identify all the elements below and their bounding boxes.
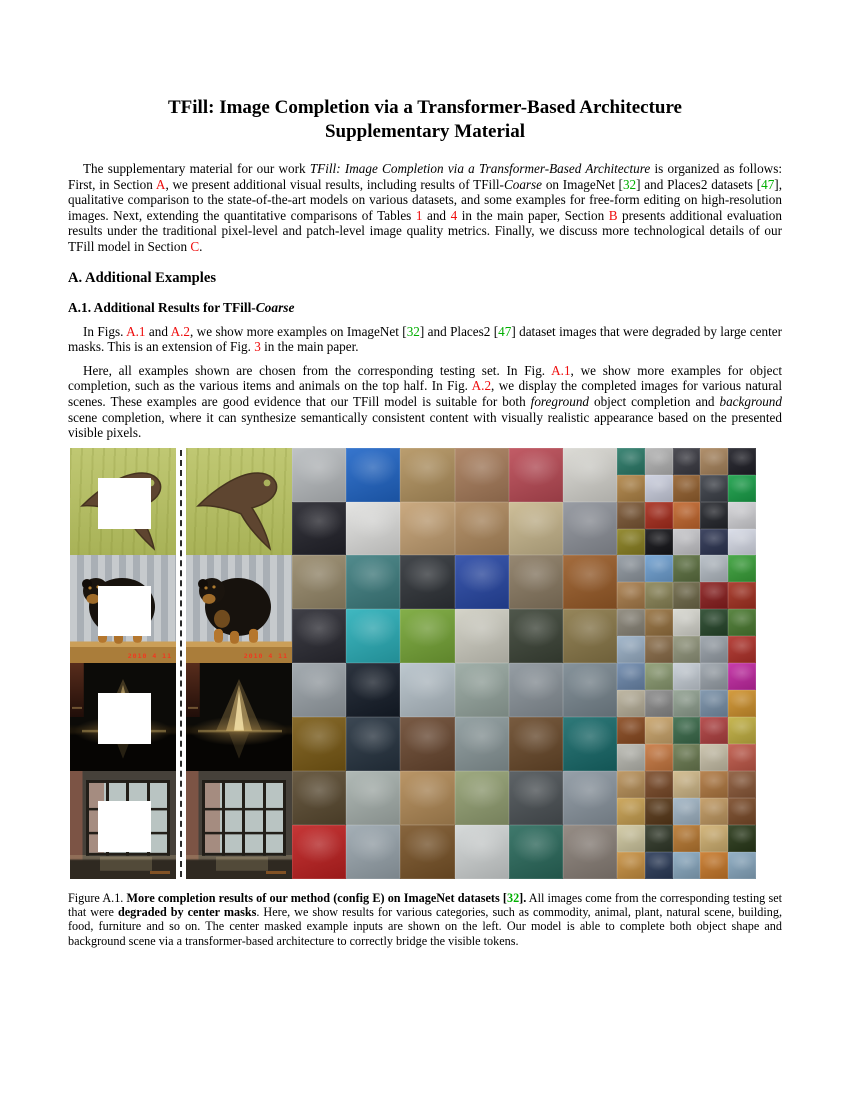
montage-tile — [563, 555, 617, 609]
montage-tile — [700, 852, 728, 879]
montage-tile — [700, 529, 728, 556]
montage-tile — [673, 798, 701, 825]
text-run: is organized as follows: First, in Section — [68, 161, 782, 192]
montage-tile — [292, 555, 346, 609]
montage-tile — [617, 744, 645, 771]
text-run: in the main paper, Section — [457, 207, 609, 223]
montage-tile — [673, 690, 701, 717]
figure-output-image-room — [186, 771, 292, 879]
montage-tile — [645, 636, 673, 663]
figure-output-image-dog — [186, 555, 292, 663]
montage-tile — [617, 475, 645, 502]
intro-paragraph — [68, 161, 782, 255]
center-mask — [98, 478, 151, 529]
text-run: degraded by center masks — [117, 905, 257, 920]
text-run: 47 — [498, 323, 512, 339]
montage-tile — [292, 502, 346, 556]
figure-montage — [70, 448, 756, 879]
montage-tile — [673, 555, 701, 582]
montage-tile — [645, 502, 673, 529]
montage-tile — [728, 582, 756, 609]
text-run: 32 — [506, 890, 520, 905]
montage-tile — [455, 609, 509, 663]
montage-tile — [346, 717, 400, 771]
montage-tile — [509, 825, 563, 879]
montage-tile — [700, 609, 728, 636]
text-run: , we show more examples for object completion, such as the various items and animals on the top half. In Fig. — [68, 362, 783, 394]
montage-tile — [617, 717, 645, 744]
montage-tile — [645, 717, 673, 744]
montage-tile — [700, 448, 728, 475]
montage-tile — [673, 771, 701, 798]
montage-tile — [400, 555, 454, 609]
montage-tile — [700, 717, 728, 744]
montage-tile — [673, 582, 701, 609]
montage-tile — [617, 663, 645, 690]
montage-tile — [400, 717, 454, 771]
montage-tile — [509, 448, 563, 502]
montage-tile — [728, 448, 756, 475]
montage-tile — [617, 690, 645, 717]
montage-tile — [645, 663, 673, 690]
figure-output-image-boomerang — [186, 448, 292, 556]
montage-tile — [728, 690, 756, 717]
montage-tile — [728, 529, 756, 556]
fountain-spray — [186, 663, 292, 771]
montage-tile — [645, 609, 673, 636]
montage-tile — [617, 609, 645, 636]
figure-output-image-fountain — [186, 663, 292, 771]
text-run: 4 — [450, 207, 458, 223]
text-run: Here, all examples shown are chosen from the corresponding testing set. In Fig. — [83, 362, 552, 378]
montage-tile — [728, 663, 756, 690]
montage-tile — [673, 663, 701, 690]
montage-tile — [728, 636, 756, 663]
montage-tile — [673, 448, 701, 475]
text-run: 32 — [622, 176, 637, 192]
montage-tile — [346, 663, 400, 717]
montage-tile — [673, 475, 701, 502]
montage-tile — [673, 744, 701, 771]
image-timestamp: 2010 4 11 — [243, 652, 288, 661]
text-run: The supplementary material for our work — [83, 161, 310, 176]
text-run: , we show more examples on ImageNet [ — [190, 323, 407, 339]
window-grid — [186, 771, 292, 879]
montage-tile — [700, 475, 728, 502]
montage-tile — [645, 798, 673, 825]
montage-tile — [700, 744, 728, 771]
montage-tile — [509, 663, 563, 717]
text-run: A.2 — [471, 378, 492, 394]
montage-tile — [400, 448, 454, 502]
montage-tile — [673, 529, 701, 556]
paper-title — [68, 96, 782, 144]
text-run: . Here, we show results for various categories, such as commodity, animal, plant, natural scene, building, food, furniture and so on. The center masked example inputs are shown on the left. Our model is able to complete both object shape and background scene via a transformer-based architecture to correctly bridge the visible tokens. — [68, 905, 782, 948]
montage-tile — [509, 609, 563, 663]
montage-tile — [700, 825, 728, 852]
text-run: All images come from the corresponding testing set that were — [68, 890, 782, 920]
montage-tile — [617, 555, 645, 582]
image-timestamp: 2010 4 11 — [127, 652, 172, 661]
montage-tile — [617, 448, 645, 475]
montage-tile — [728, 502, 756, 529]
text-run: , we present additional visual results, including results of TFill- — [165, 176, 504, 192]
montage-tile — [346, 555, 400, 609]
paragraph-figures-intro — [68, 324, 782, 355]
montage-tile — [645, 582, 673, 609]
montage-tile — [617, 582, 645, 609]
text-run: in the main paper. — [260, 339, 359, 355]
text-run: ] and Places2 [ — [419, 323, 499, 339]
montage-tile — [563, 717, 617, 771]
montage-tile — [645, 555, 673, 582]
dog-shape — [186, 555, 292, 663]
montage-tile — [645, 475, 673, 502]
medium-tile-grid — [292, 448, 617, 879]
montage-tile — [673, 609, 701, 636]
section-a-heading: A. Additional Examples — [68, 269, 216, 286]
montage-tile — [346, 771, 400, 825]
text-run: , we display the completed images for various natural scenes. These examples are good evidence that our TFill model is suitable for both — [68, 378, 782, 409]
montage-tile — [728, 825, 756, 852]
text-run: 3 — [254, 339, 261, 355]
montage-tile — [728, 771, 756, 798]
text-run: background — [719, 393, 782, 409]
text-run: and — [145, 323, 171, 339]
montage-tile — [673, 502, 701, 529]
montage-tile — [509, 771, 563, 825]
text-run: and — [422, 207, 451, 223]
figure-input-image-boomerang — [70, 448, 176, 556]
montage-tile — [700, 582, 728, 609]
montage-tile — [455, 448, 509, 502]
text-run: In Figs. — [83, 323, 127, 339]
dashed-separator — [176, 448, 186, 879]
montage-tile — [509, 717, 563, 771]
montage-tile — [645, 852, 673, 879]
montage-tile — [400, 502, 454, 556]
text-run: C — [190, 238, 200, 254]
montage-tile — [292, 448, 346, 502]
montage-tile — [728, 798, 756, 825]
montage-tile — [455, 555, 509, 609]
text-run: presents additional evaluation results under the traditional pixel-level and patch-level image quality metrics. Finally, we discuss more technological details of our TFill model in Section — [68, 207, 782, 254]
montage-tile — [346, 448, 400, 502]
montage-tile — [645, 744, 673, 771]
montage-tile — [673, 852, 701, 879]
montage-tile — [292, 717, 346, 771]
montage-tile — [728, 717, 756, 744]
montage-tile — [617, 502, 645, 529]
montage-tile — [617, 825, 645, 852]
montage-tile — [455, 717, 509, 771]
text-run: 32 — [406, 323, 420, 339]
montage-tile — [400, 771, 454, 825]
montage-tile — [700, 798, 728, 825]
paper-title-line1: TFill: Image Completion via a Transformer-Based Architecture — [168, 97, 682, 118]
text-run: A.1 — [126, 323, 146, 339]
montage-tile — [673, 717, 701, 744]
text-run: A — [155, 176, 166, 192]
text-run: scene completion, where it can synthesize semantically consistent content with visually realistic appearance based on the presented visible pixels. — [68, 409, 782, 441]
small-tile-grid — [617, 448, 756, 879]
center-mask — [98, 586, 151, 637]
text-run: Coarse — [255, 299, 295, 315]
montage-tile — [400, 663, 454, 717]
figure-input-image-fountain — [70, 663, 176, 771]
montage-tile — [617, 852, 645, 879]
page-content — [68, 0, 782, 948]
montage-tile — [455, 663, 509, 717]
text-run: 1 — [415, 207, 423, 223]
montage-tile — [563, 609, 617, 663]
text-run: object completion and — [589, 393, 720, 409]
figure-input-image-dog — [70, 555, 176, 663]
text-run: TFill: Image Completion via a Transformer-Based Architecture — [309, 161, 651, 176]
montage-tile — [455, 502, 509, 556]
figure-caption — [68, 891, 782, 948]
montage-tile — [728, 475, 756, 502]
montage-tile — [728, 852, 756, 879]
figure-input-column — [70, 448, 176, 879]
text-run: ]. — [519, 890, 527, 905]
montage-tile — [645, 690, 673, 717]
montage-tile — [563, 825, 617, 879]
montage-tile — [563, 502, 617, 556]
montage-tile — [645, 529, 673, 556]
text-run: . — [199, 238, 203, 254]
center-mask — [98, 801, 151, 852]
montage-tile — [292, 825, 346, 879]
text-run: Figure A.1. — [68, 890, 127, 905]
timestamp-mark — [150, 871, 170, 874]
text-run: A.1. Additional Results for TFill- — [68, 299, 256, 315]
figure-input-image-room — [70, 771, 176, 879]
montage-tile — [346, 502, 400, 556]
montage-tile — [400, 825, 454, 879]
montage-tile — [563, 771, 617, 825]
montage-tile — [700, 636, 728, 663]
montage-tile — [617, 529, 645, 556]
montage-tile — [563, 448, 617, 502]
text-run: 47 — [761, 176, 775, 192]
montage-tile — [700, 502, 728, 529]
montage-tile — [455, 771, 509, 825]
paragraph-examples-detail — [68, 363, 782, 441]
montage-tile — [400, 609, 454, 663]
montage-tile — [700, 663, 728, 690]
text-run: A.2 — [170, 323, 190, 339]
montage-tile — [509, 502, 563, 556]
boomerang-shape — [186, 448, 292, 556]
subsection-a1-heading — [68, 300, 782, 316]
montage-tile — [563, 663, 617, 717]
montage-tile — [700, 771, 728, 798]
montage-tile — [673, 825, 701, 852]
timestamp-mark — [266, 871, 286, 874]
montage-tile — [346, 825, 400, 879]
montage-tile — [673, 636, 701, 663]
montage-tile — [700, 555, 728, 582]
text-run: More completion results of our method (config E) on ImageNet datasets [ — [126, 890, 507, 905]
text-run: ], qualitative comparison to the state-of-the-art models on various datasets, and some examples for free-form editing on high-resolution images. Next, extending the quantitative comparisons of Tables — [68, 176, 782, 223]
text-run: B — [608, 207, 618, 223]
montage-tile — [455, 825, 509, 879]
montage-tile — [292, 771, 346, 825]
text-run: A.1 — [551, 362, 571, 378]
text-run: ] and Places2 datasets [ — [636, 176, 762, 192]
center-mask — [98, 693, 151, 744]
montage-tile — [617, 636, 645, 663]
montage-tile — [617, 798, 645, 825]
montage-tile — [645, 448, 673, 475]
montage-tile — [292, 663, 346, 717]
text-run: ] dataset images that were degraded by large center masks. This is an extension of Fig. — [68, 323, 783, 355]
montage-tile — [645, 825, 673, 852]
montage-tile — [292, 609, 346, 663]
montage-tile — [728, 744, 756, 771]
montage-tile — [728, 555, 756, 582]
text-run: Coarse — [503, 176, 543, 192]
figure-output-column — [186, 448, 292, 879]
montage-tile — [509, 555, 563, 609]
montage-tile — [617, 771, 645, 798]
text-run: foreground — [530, 393, 590, 409]
montage-tile — [728, 609, 756, 636]
text-run: on ImageNet [ — [542, 176, 623, 192]
montage-tile — [645, 771, 673, 798]
montage-tile — [346, 609, 400, 663]
montage-tile — [700, 690, 728, 717]
paper-title-line2: Supplementary Material — [324, 121, 525, 142]
